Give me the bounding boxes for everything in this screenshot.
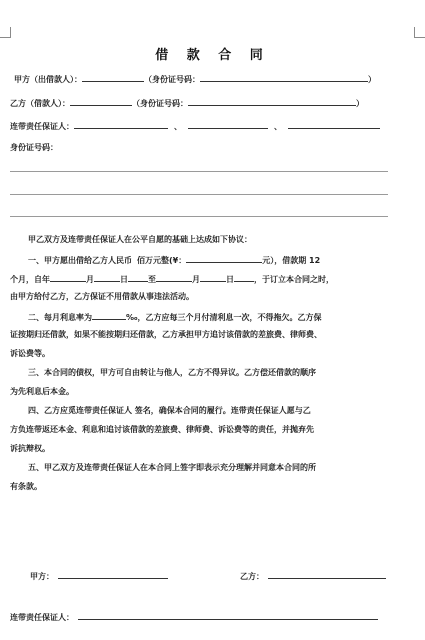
party-b-label: 乙方（借款人）： [10,99,70,108]
guarantor-separator-1: 、 [174,122,182,131]
guarantor-1-field[interactable] [74,119,168,129]
party-b-sign-label: 乙方： [240,572,264,581]
party-a-id-field[interactable] [200,72,368,82]
clause-4-line-1: 四、乙方应觅连带责任保证人 签名，确保本合同的履行。连带责任保证人愿与乙 [28,406,311,415]
guarantor-separator-2: 、 [274,122,282,131]
guarantor-line [10,119,380,132]
party-a-id-label: （身份证号码： [144,75,200,84]
start-month-field[interactable] [50,272,86,282]
clause-5-line-1: 五、甲乙双方及连带责任保证人在本合同上签字即表示充分理解并同意本合同的所 [28,463,316,472]
guarantor-label: 连带责任保证人： [10,122,74,131]
guarantor-2-field[interactable] [188,119,268,129]
party-a-close: ） [368,75,376,84]
clause-5-line-2: 有条款。 [10,482,42,491]
party-a-signature-line [30,569,168,582]
clause-4-line-3: 诉抗辩权。 [10,444,50,453]
clause-3-line-2: 为先利息后本金。 [10,387,74,396]
contract-body [10,234,394,500]
clause-1-line-1: 一、甲方愿出借给乙方人民币 佰万元整(¥： 元），借款期 12 [10,253,394,264]
clause-2-line-2: 证按期归还借款，如果不能按期归还借款，乙方承担甲方追讨该借款的差旅费、律师费、 [10,330,322,339]
end-day-field[interactable] [200,272,226,282]
party-a-sign-label: 甲方： [30,572,54,581]
id-number-blank-line-2[interactable] [10,194,388,195]
clause-2-line-3: 诉讼费等。 [10,349,50,358]
party-b-id-field[interactable] [188,96,356,106]
party-b-signature-field[interactable] [268,569,386,579]
clause-4-line-2: 方负连带返还本金、利息和追讨该借款的差旅费、律师费、诉讼费等的责任，并抛弃先 [10,425,314,434]
clause-1-line-3: 由甲方给付乙方，乙方保证不用借款从事违法活动。 [10,292,194,301]
id-number-blank-line-1[interactable] [10,171,388,172]
crop-mark-top-right [414,27,425,38]
interest-rate-field[interactable] [92,310,126,320]
party-b-name-field[interactable] [70,96,132,106]
party-a-signature-field[interactable] [58,569,168,579]
document-title: 借 款 合 同 [155,48,270,63]
crop-mark-top-left [0,27,11,38]
party-b-close: ） [356,99,364,108]
party-b-id-label: （身份证号码： [132,99,188,108]
clause-3-line-1: 三、本合同的债权，甲方可自由转让与他人，乙方不得异议。乙方偿还借款的顺序 [28,368,316,377]
id-number-blank-line-3[interactable] [10,216,388,217]
party-b-signature-line [240,569,386,582]
guarantor-3-field[interactable] [288,119,380,129]
guarantor-signature-line [10,610,378,623]
start-day-field[interactable] [94,272,120,282]
guarantor-signature-field[interactable] [78,610,378,620]
loan-amount-field[interactable] [186,253,262,263]
party-a-label: 甲方（出借款人）： [14,75,82,84]
end-month-field[interactable] [156,272,192,282]
intro-text: 甲乙双方及连带责任保证人在公平自愿的基础上达成如下协议： [28,235,252,244]
id-number-label: 身份证号码： [10,143,58,152]
party-a-name-field[interactable] [82,72,144,82]
party-a-line [14,72,376,85]
party-b-line [10,96,364,109]
clause-2-line-1: 二、每月利息率为 ‰，乙方应每三个月付清利息一次，不得拖欠。乙方保 [10,310,394,321]
clause-1-line-2: 个月，自年 月 日 至 月 日 ，于订立本合同之时， [10,272,394,283]
guarantor-sign-label: 连带责任保证人： [10,613,74,622]
